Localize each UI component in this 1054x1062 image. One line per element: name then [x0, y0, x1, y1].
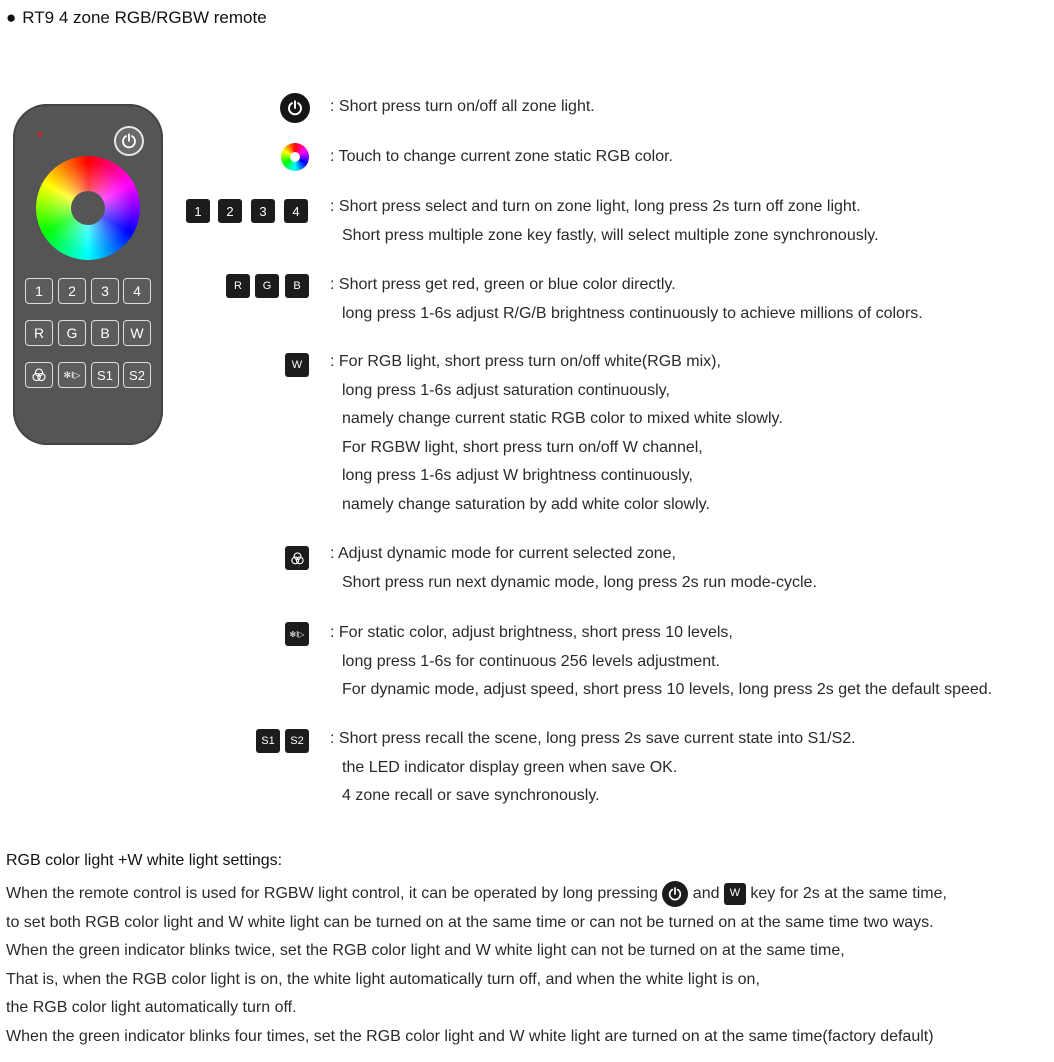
led-indicator	[37, 132, 42, 137]
remote-s2-label: S2	[129, 367, 145, 383]
color-wheel-icon	[36, 156, 140, 260]
mode-icon	[290, 551, 305, 566]
description-line: long press 1-6s adjust W brightness continuously,	[342, 467, 693, 484]
description-line: For dynamic mode, adjust speed, short press 10 levels, long press 2s get the default speed.	[342, 681, 993, 698]
remote-r-key: R	[25, 320, 53, 346]
remote-w-key: W	[123, 320, 151, 346]
remote-speed-key	[58, 362, 86, 388]
remote-mode-key	[25, 362, 53, 388]
description-line: Short press multiple zone key fastly, will select multiple zone synchronously.	[342, 226, 879, 244]
remote-zone-key-3: 3	[91, 278, 119, 304]
legend-g-key: G	[255, 274, 279, 298]
legend-b-key: B	[285, 274, 309, 298]
paragraph-line: When the green indicator blinks four times, set the RGB color light and W white light are turned on at the same time(factory default)	[6, 1027, 934, 1045]
speed-key-description	[330, 619, 992, 705]
legend-r-key: R	[226, 274, 250, 298]
remote-s1-label: S1	[97, 367, 113, 383]
legend-power-icon	[280, 93, 310, 123]
remote-zone-key-2: 2	[58, 278, 86, 304]
mode-key-description	[330, 540, 817, 597]
inline-power-icon	[662, 881, 688, 907]
mode-icon	[31, 367, 47, 383]
remote-b-key: B	[91, 320, 119, 346]
section-title: RGB color light +W white light settings:	[6, 852, 283, 869]
description-line: 4 zone recall or save synchronously.	[342, 787, 600, 804]
speed-brightness-icon: ✻I▷	[289, 629, 305, 639]
bullet-icon: ●	[6, 8, 17, 27]
legend-color-wheel-icon	[281, 143, 309, 171]
line-text: When the remote control is used for RGBW light control, it can be operated by long pressing	[6, 885, 658, 902]
inline-w-key: W	[724, 883, 746, 905]
power-description	[330, 93, 595, 122]
legend-zone-key-2: 2	[218, 199, 242, 223]
settings-paragraph	[6, 880, 947, 1052]
description-line: long press 1-6s adjust R/G/B brightness continuously to achieve millions of colors.	[342, 304, 923, 322]
description-line: : Short press select and turn on zone light, long press 2s turn off zone light.	[330, 198, 861, 215]
description-line: long press 1-6s adjust saturation continuously,	[342, 381, 670, 399]
line-text: key for 2s at the same time,	[750, 885, 947, 902]
paragraph-line	[6, 880, 947, 909]
description-line: : For RGB light, short press turn on/off white(RGB mix),	[330, 353, 721, 370]
zone-key-description	[330, 193, 879, 250]
legend-s1-key	[256, 729, 280, 753]
color-wheel-description	[330, 143, 673, 172]
title-text: RT9 4 zone RGB/RGBW remote	[22, 8, 267, 27]
legend-s2-key	[285, 729, 309, 753]
rgb-key-description	[330, 271, 923, 328]
description-line: Short press run next dynamic mode, long press 2s run mode-cycle.	[342, 573, 817, 591]
w-key-description	[330, 348, 783, 519]
scene-key-description	[330, 725, 856, 811]
legend-s2-label: S2	[290, 735, 304, 747]
remote-g-key: G	[58, 320, 86, 346]
description-line: : Short press turn on/off all zone light.	[330, 98, 595, 115]
speed-brightness-icon: ✻I▷	[63, 369, 81, 380]
description-line: namely change saturation by add white color slowly.	[342, 495, 710, 513]
description-line: : For static color, adjust brightness, short press 10 levels,	[330, 624, 733, 641]
remote-zone-key-1: 1	[25, 278, 53, 304]
remote-s1-key	[91, 362, 119, 388]
legend-speed-key	[285, 622, 309, 646]
description-line: : Touch to change current zone static RGB color.	[330, 148, 673, 165]
power-icon	[114, 126, 144, 156]
paragraph-line: the RGB color light automatically turn off.	[6, 999, 297, 1017]
description-line: For RGBW light, short press turn on/off W channel,	[342, 438, 703, 456]
remote-zone-key-4: 4	[123, 278, 151, 304]
remote-illustration	[13, 104, 163, 445]
line-text: and	[692, 885, 720, 902]
description-line: the LED indicator display green when save OK.	[342, 758, 678, 776]
description-line: : Short press get red, green or blue color directly.	[330, 276, 676, 293]
description-line: namely change current static RGB color to mixed white slowly.	[342, 410, 783, 427]
legend-zone-key-1: 1	[186, 199, 210, 223]
remote-s2-key	[123, 362, 151, 388]
legend-s1-label: S1	[261, 735, 275, 747]
description-line: : Adjust dynamic mode for current selected zone,	[330, 545, 676, 562]
description-line: : Short press recall the scene, long press 2s save current state into S1/S2.	[330, 730, 856, 747]
legend-zone-key-4: 4	[284, 199, 308, 223]
color-wheel-hub	[71, 191, 105, 225]
legend-w-key: W	[285, 353, 309, 377]
description-line: long press 1-6s for continuous 256 levels adjustment.	[342, 652, 720, 670]
page-title	[6, 8, 267, 28]
legend-mode-key	[285, 546, 309, 570]
paragraph-line: to set both RGB color light and W white light can be turned on at the same time or can not be turned on at the same time two ways.	[6, 913, 934, 931]
paragraph-line: When the green indicator blinks twice, set the RGB color light and W white light can not be turned on at the same time,	[6, 942, 845, 960]
legend-zone-key-3: 3	[251, 199, 275, 223]
paragraph-line: That is, when the RGB color light is on, the white light automatically turn off, and when the white light is on,	[6, 970, 760, 988]
